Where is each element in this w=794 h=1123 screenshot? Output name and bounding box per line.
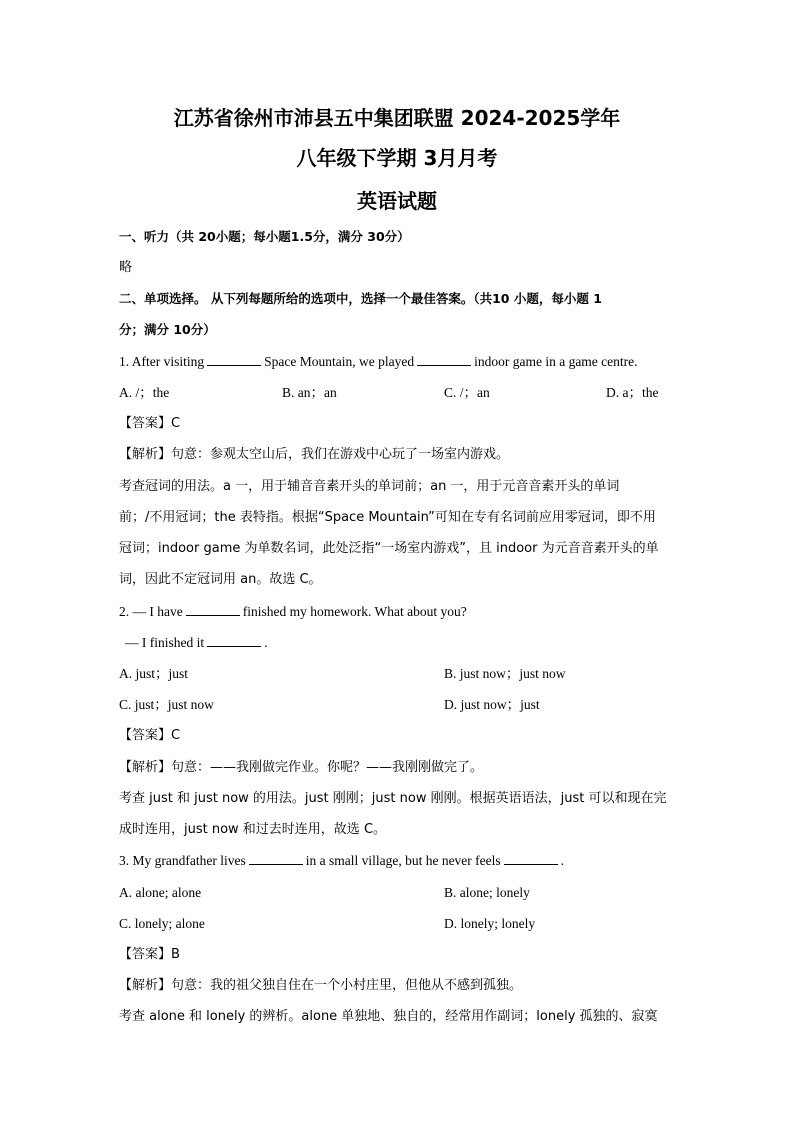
- question-1-analysis-line-5: 词，因此不定冠词用 an。故选 C。: [119, 572, 322, 587]
- question-3-stem-part-c: .: [560, 853, 565, 868]
- section-1-content: 略: [119, 260, 133, 275]
- question-3-stem: [119, 850, 564, 872]
- answer-blank: [186, 603, 240, 616]
- question-2-option-a: A. just；just: [119, 666, 189, 681]
- question-1-stem-part-b: Space Mountain, we played: [264, 354, 415, 369]
- question-1-stem-part-c: indoor game in a game centre.: [474, 354, 638, 369]
- question-3-stem-part-b: in a small village, but he never feels: [305, 853, 501, 868]
- question-3-stem-part-a: 3. My grandfather lives: [119, 853, 246, 868]
- document-title-line-3: 英语试题: [357, 189, 437, 213]
- question-1-option-b: B. an；an: [282, 385, 337, 400]
- question-1-option-a: A. /；the: [119, 385, 170, 400]
- question-1-analysis-line-2: 考查冠词的用法。a 一，用于辅音音素开头的单词前；an 一，用于元音音素开头的单词: [119, 479, 620, 494]
- question-3-option-d: D. lonely; lonely: [444, 916, 536, 931]
- question-1-stem-part-a: 1. After visiting: [119, 354, 205, 369]
- question-2-stem-part-a: 2. — I have: [119, 604, 183, 619]
- question-2-response-part-a: — I finished it: [125, 635, 205, 650]
- section-2-heading-line-2: 分；满分 10分）: [119, 322, 216, 337]
- answer-blank: [417, 353, 471, 366]
- question-1-analysis-line-1: 【解析】句意：参观太空山后，我们在游戏中心玩了一场室内游戏。: [119, 447, 510, 462]
- question-3-option-b: B. alone; lonely: [444, 885, 530, 900]
- question-2-stem: [119, 601, 467, 623]
- question-2-option-b: B. just now；just now: [444, 666, 566, 681]
- document-title-line-2: 八年级下学期 3月月考: [296, 146, 498, 170]
- question-1-answer: 【答案】C: [119, 416, 181, 431]
- question-2-response-part-b: .: [264, 635, 268, 650]
- question-1-option-c: C. /；an: [444, 385, 490, 400]
- question-2-analysis-line-2: 考查 just 和 just now 的用法。just 刚刚；just now 刚刚。根据英语语法，just 可以和现在完: [119, 791, 667, 806]
- question-2-stem-response: [125, 632, 268, 654]
- question-2-option-d: D. just now；just: [444, 697, 540, 712]
- section-1-heading: 一、听力（共 20小题；每小题1.5分，满分 30分）: [119, 229, 410, 244]
- answer-blank: [249, 852, 303, 865]
- section-2-heading-line-1: 二、单项选择。 从下列每题所给的选项中，选择一个最佳答案。（共10 小题，每小题 1: [119, 291, 602, 306]
- question-3-answer: 【答案】B: [119, 947, 180, 962]
- question-2-analysis-line-3: 成时连用，just now 和过去时连用，故选 C。: [119, 822, 387, 837]
- question-2-option-c: C. just；just now: [119, 697, 214, 712]
- answer-blank: [504, 852, 558, 865]
- answer-blank: [207, 634, 261, 647]
- question-3-option-a: A. alone; alone: [119, 885, 202, 900]
- answer-blank: [207, 353, 261, 366]
- question-1-analysis-line-4: 冠词；indoor game 为单数名词，此处泛指“一场室内游戏”，且 indoor 为元音音素开头的单: [119, 541, 659, 556]
- question-3-analysis-line-1: 【解析】句意：我的祖父独自住在一个小村庄里，但他从不感到孤独。: [119, 978, 523, 993]
- question-1-stem: [119, 351, 638, 373]
- question-3-option-c: C. lonely; alone: [119, 916, 205, 931]
- question-2-analysis-line-1: 【解析】句意：——我刚做完作业。你呢？——我刚刚做完了。: [119, 760, 484, 775]
- question-3-analysis-line-2: 考查 alone 和 lonely 的辨析。alone 单独地、独自的，经常用作副词；lonely 孤独的、寂寞: [119, 1009, 658, 1024]
- question-2-stem-part-b: finished my homework. What about you?: [242, 604, 467, 619]
- document-title-line-1: 江苏省徐州市沛县五中集团联盟 2024-2025学年: [173, 106, 621, 130]
- question-1-option-d: D. a；the: [606, 385, 659, 400]
- question-1-analysis-line-3: 前；/不用冠词；the 表特指。根据“Space Mountain”可知在专有名词前应用零冠词，即不用: [119, 510, 656, 525]
- question-2-answer: 【答案】C: [119, 728, 181, 743]
